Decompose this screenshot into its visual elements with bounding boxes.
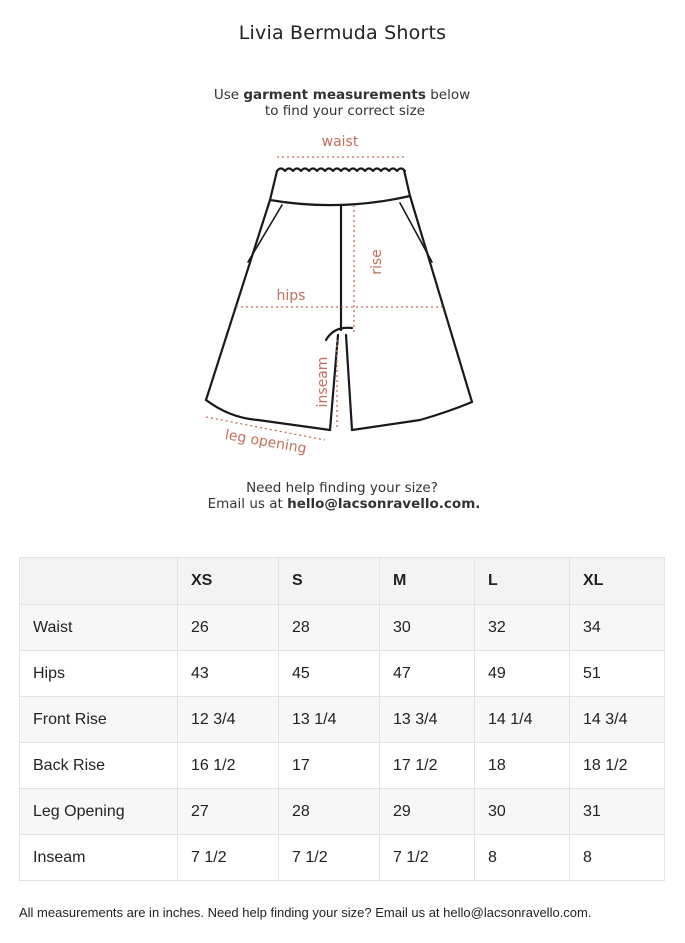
- right-inner-leg: [346, 335, 352, 430]
- inseam-label: inseam: [315, 356, 331, 408]
- table-cell: 31: [570, 789, 665, 835]
- table-header-row: [20, 558, 665, 605]
- row-label: Back Rise: [20, 743, 178, 789]
- hips-label: hips: [276, 288, 306, 304]
- table-cell: 49: [475, 651, 570, 697]
- table-cell: 32: [475, 605, 570, 651]
- waist-label: waist: [321, 134, 359, 150]
- table-row: [20, 835, 665, 881]
- row-label: Front Rise: [20, 697, 178, 743]
- table-cell: 18 1/2: [570, 743, 665, 789]
- page-title: Livia Bermuda Shorts: [238, 22, 447, 44]
- intro-text: [214, 87, 470, 103]
- table-cell: 7 1/2: [380, 835, 475, 881]
- table-cell: 29: [380, 789, 475, 835]
- table-cell: 8: [475, 835, 570, 881]
- help-line1: Need help finding your size?: [246, 480, 438, 496]
- table-cell: 12 3/4: [178, 697, 279, 743]
- table-cell: 14 3/4: [570, 697, 665, 743]
- table-cell: 13 1/4: [279, 697, 380, 743]
- table-cell: 28: [279, 605, 380, 651]
- table-cell: 16 1/2: [178, 743, 279, 789]
- table-cell: 7 1/2: [178, 835, 279, 881]
- table-cell: 18: [475, 743, 570, 789]
- table-cell: 51: [570, 651, 665, 697]
- table-cell: 34: [570, 605, 665, 651]
- help-email[interactable]: hello@lacsonravello.com.: [287, 496, 481, 512]
- table-cell: 27: [178, 789, 279, 835]
- table-cell: 7 1/2: [279, 835, 380, 881]
- intro-prefix: Use: [213, 87, 244, 103]
- waistband: [270, 170, 410, 205]
- table-cell: 43: [178, 651, 279, 697]
- header-cell: L: [475, 558, 570, 605]
- table-cell: 26: [178, 605, 279, 651]
- footnote: All measurements are in inches. Need help finding your size? Email us at hello@lacsonravello.com.: [19, 905, 592, 920]
- header-cell: S: [279, 558, 380, 605]
- left-hem: [206, 400, 330, 430]
- rise-label: rise: [369, 249, 385, 275]
- row-label: Inseam: [20, 835, 178, 881]
- right-pocket: [400, 203, 432, 262]
- row-label: Hips: [20, 651, 178, 697]
- table-row: [20, 789, 665, 835]
- table-cell: 30: [380, 605, 475, 651]
- shorts-illustration: [206, 169, 472, 431]
- intro-line2: to find your correct size: [264, 103, 426, 119]
- table-cell: 45: [279, 651, 380, 697]
- table-cell: 47: [380, 651, 475, 697]
- table-cell: 17 1/2: [380, 743, 475, 789]
- table-cell: 28: [279, 789, 380, 835]
- table-row: [20, 651, 665, 697]
- intro-bold: garment measurements: [243, 87, 426, 103]
- table-row: [20, 697, 665, 743]
- help-prefix: Email us at: [207, 496, 288, 512]
- right-side-seam: [410, 196, 472, 402]
- help-line2: [208, 496, 481, 512]
- size-table: [19, 557, 665, 881]
- crotch-curve: [326, 328, 352, 340]
- table-cell: 8: [570, 835, 665, 881]
- header-cell: M: [380, 558, 475, 605]
- row-label: Leg Opening: [20, 789, 178, 835]
- table-row: [20, 605, 665, 651]
- table-cell: 30: [475, 789, 570, 835]
- table-row: [20, 743, 665, 789]
- header-cell: XS: [178, 558, 279, 605]
- leg-opening-label: leg opening: [223, 427, 308, 458]
- left-side-seam: [206, 200, 270, 400]
- header-cell: [20, 558, 178, 605]
- intro-suffix: below: [425, 87, 471, 103]
- table-cell: 13 3/4: [380, 697, 475, 743]
- table-cell: 17: [279, 743, 380, 789]
- waistband-ruffle: [277, 169, 405, 172]
- header-cell: XL: [570, 558, 665, 605]
- table-cell: 14 1/4: [475, 697, 570, 743]
- row-label: Waist: [20, 605, 178, 651]
- right-hem: [352, 402, 472, 430]
